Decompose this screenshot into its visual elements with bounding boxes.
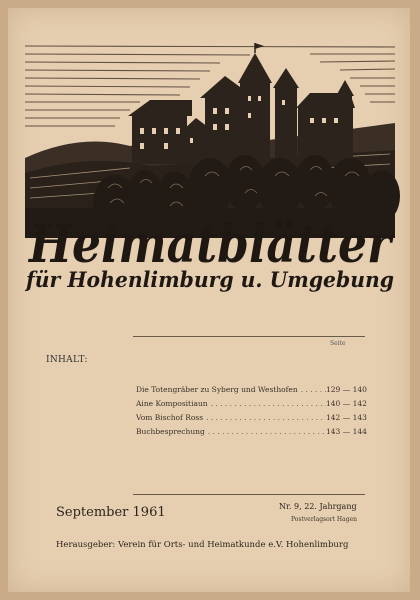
postal-location: Postverlagsort Hagen [291,516,357,523]
toc-item-pages: 142 — 143 [326,413,367,422]
masthead-subtitle: für Hohenlimburg u. Umgebung [24,267,394,292]
toc-item-title: Die Totengräber zu Syberg und Westhofen [136,385,298,394]
toc-leader [208,397,326,411]
footer-top-rule [133,494,365,495]
castle [128,43,355,164]
toc-leader [298,383,326,397]
masthead-title: Heimatblätter [27,214,395,275]
contents-heading: INHALT: [46,355,88,365]
page-column-label: Seite [330,340,346,347]
magazine-cover [8,8,410,592]
toc-item [136,397,368,411]
toc-item-pages: 140 — 142 [326,399,367,408]
toc-item-pages: 129 — 140 [326,385,367,394]
toc-item-title: Vom Bischof Ross [136,413,204,422]
toc-item-pages: 143 — 144 [326,427,367,436]
toc-leader [205,425,326,439]
toc-item-title: Buchbesprechung [136,427,205,436]
issue-number: Nr. 9, 22. Jahrgang [279,502,357,511]
issue-date: September 1961 [56,505,166,520]
contents-top-rule [133,336,365,337]
toc-item [136,411,368,425]
toc-item-title: Aine Kompositiaun [136,399,208,408]
toc-item [136,425,368,439]
toc-item [136,383,368,397]
publisher-line: Herausgeber: Verein für Orts- und Heimatkunde e.V. Hohenlimburg [56,540,349,550]
toc-leader [203,411,326,425]
table-of-contents [136,383,368,439]
woodcut-illustration [20,38,400,293]
